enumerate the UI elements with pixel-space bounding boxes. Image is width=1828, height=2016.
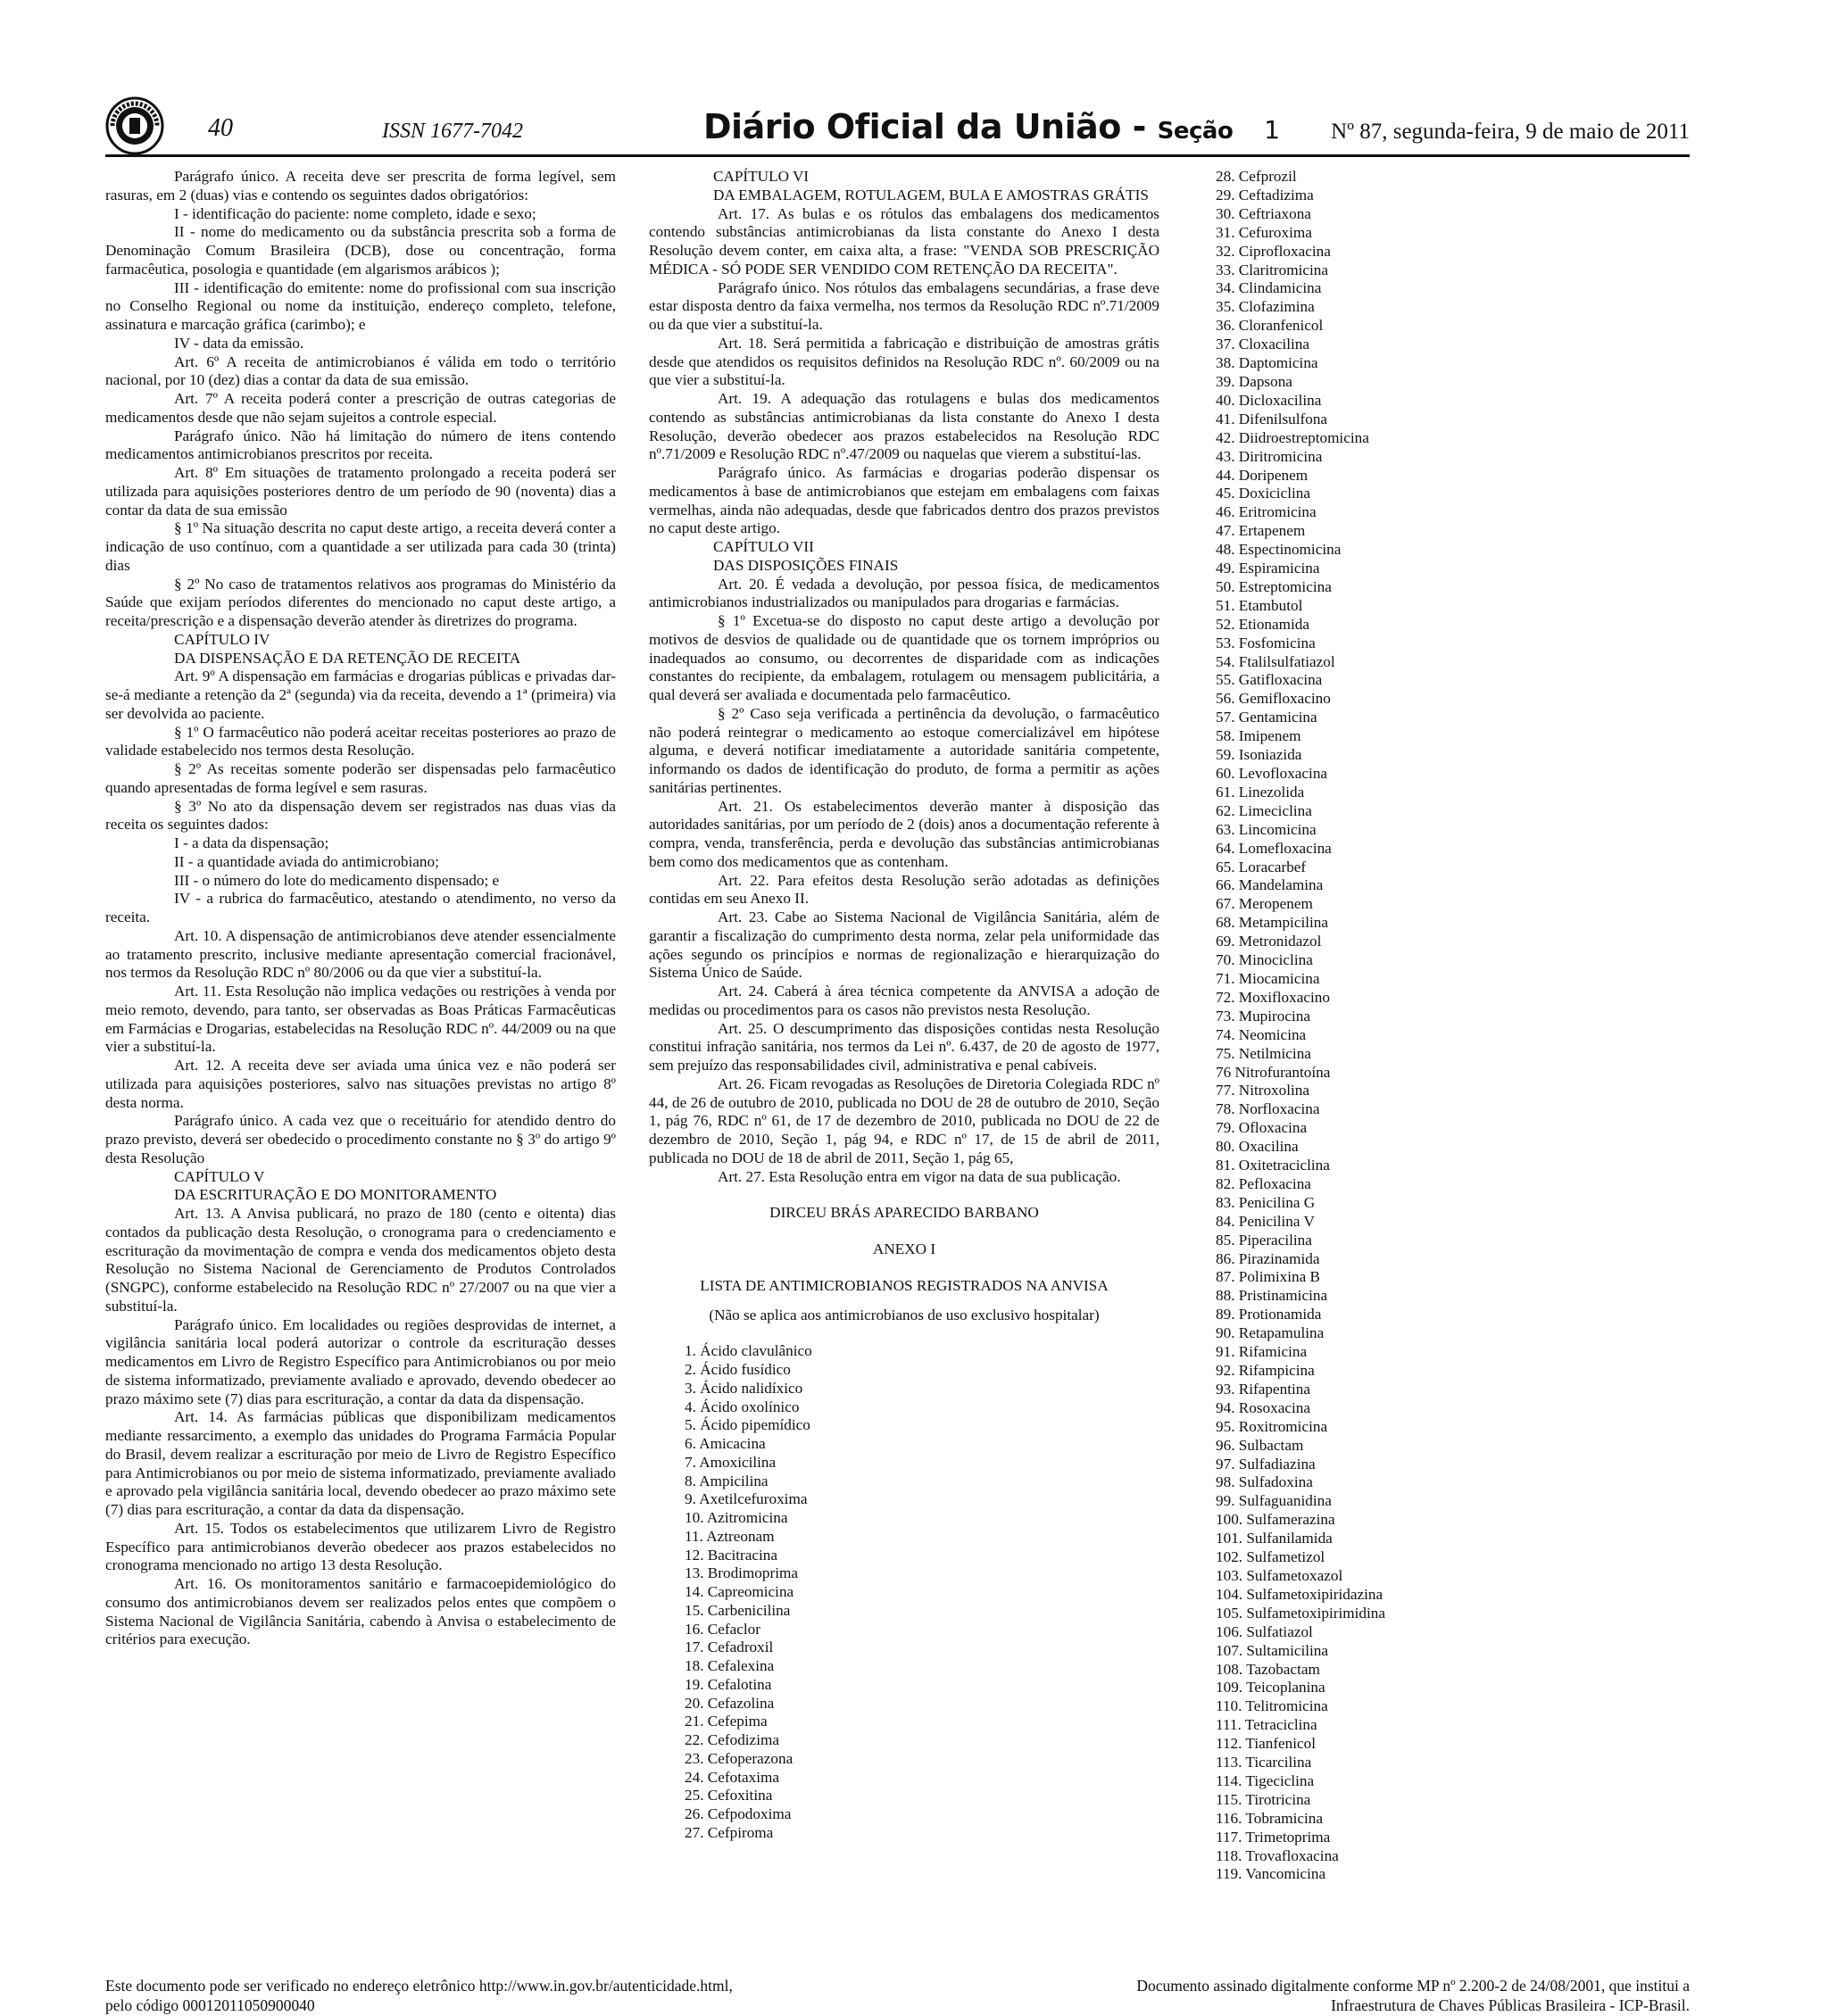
chapter-heading: CAPÍTULO IV [174,630,270,648]
signature-note-line1: Documento assinado digitalmente conforme MP nº 2.200-2 de 24/08/2001, que institui a [1136,1977,1690,1995]
column-middle [649,168,1159,1843]
list-item: 47. Ertapenem [1216,522,1306,540]
paragraph: Art. 9º A dispensação em farmácias e drogarias públicas e privadas dar-se-á mediante a retenção da 2ª (segunda) via da receita, devendo a 1ª (primeira) via ser devolvida ao paciente. [105,668,616,722]
paragraph: III - o número do lote do medicamento dispensado; e [174,871,500,889]
list-item: 101. Sulfanilamida [1216,1530,1333,1547]
paragraph: § 2º Caso seja verificada a pertinência da devolução, o farmacêutico não poderá reintegrar o medicamento ao estoque comercializável em hipótese alguma, e deverá notificar imediatamente a autoridade sanitária competente, informando os dados de identificação do produto, de forma a permitir as ações sanitárias pertinentes. [649,704,1159,796]
list-item: 28. Cefprozil [1216,168,1297,185]
list-item: 10. Azitromicina [685,1509,788,1526]
list-item: 45. Doxiciclina [1216,485,1310,502]
list-item: 80. Oxacilina [1216,1138,1299,1156]
column-left [105,168,616,1649]
paragraph: Art. 15. Todos os estabelecimentos que utilizarem Livro de Registro Específico para antimicrobianos deverão obedecer aos prazos estabelecidos no cronograma mencionado no artigo 13 desta Resolução. [105,1519,616,1574]
paragraph: Art. 24. Caberá à área técnica competente da ANVISA a adoção de medidas ou procedimentos para os casos não previstos nesta Resolução. [649,983,1159,1018]
paragraph: I - identificação do paciente: nome completo, idade e sexo; [174,204,536,222]
list-item: 22. Cefodizima [685,1731,779,1748]
chapter-heading: CAPÍTULO VI [713,168,810,185]
list-item: 104. Sulfametoxipiridazina [1216,1585,1383,1603]
paragraph: Art. 17. As bulas e os rótulos das embalagens dos medicamentos contendo substâncias antimicrobianas da lista constante do Anexo I desta Resolução devem conter, em caixa alta, a frase: "VENDA SOB PRESCRIÇÃO MÉDICA - SÓ PODE SER VENDIDO COM RETENÇÃO DA RECEITA". [649,204,1159,278]
list-item: 75. Netilmicina [1216,1044,1311,1062]
list-item: 55. Gatifloxacina [1216,671,1323,689]
paragraph: Parágrafo único. As farmácias e drogarias poderão dispensar os medicamentos à base de antimicrobianos que estejam em embalagens com faixas vermelhas, ainda não adequadas, desde que fabricados dentro dos prazos previstos no caput deste artigo. [649,464,1159,537]
list-item: 39. Dapsona [1216,372,1292,390]
list-item: 18. Cefalexina [685,1657,775,1674]
list-item: 67. Meropenem [1216,895,1313,913]
list-item: 53. Fosfomicina [1216,634,1316,651]
list-item: 19. Cefalotina [685,1675,772,1693]
chapter-heading: CAPÍTULO V [174,1167,265,1185]
list-item: 48. Espectinomicina [1216,541,1342,559]
list-item: 86. Pirazinamida [1216,1249,1320,1267]
antimicrobial-list-part1 [649,1342,1159,1842]
list-item: 94. Rosoxacina [1216,1398,1310,1416]
list-item: 90. Retapamulina [1216,1324,1325,1342]
list-item: 11. Aztreonam [685,1527,775,1545]
list-item: 44. Doripenem [1216,466,1309,484]
list-item: 7. Amoxicilina [685,1453,777,1471]
paragraph: I - a data da dispensação; [174,834,329,851]
section-number: 1 [1264,115,1280,145]
list-item: 119. Vancomicina [1216,1865,1326,1883]
paragraph: Art. 13. A Anvisa publicará, no prazo de 180 (cento e oitenta) dias contados da publicação desta Resolução, o cronograma para o credenciamento e escrituração da movimentação de compra e venda dos medicamentos objeto desta Resolução no Sistema Nacional de Gerenciamento de Produtos Controlados (SNGPC), conforme estabelecido na Resolução RDC nº 27/2007 ou na que vier a substituí-la. [105,1205,616,1315]
list-item: 97. Sulfadiazina [1216,1455,1316,1473]
list-item: 112. Tianfenicol [1216,1735,1317,1753]
paragraph: Art. 20. É vedada a devolução, por pessoa física, de medicamentos antimicrobianos industrializados ou manipulados para drogarias e farmácias. [649,575,1159,611]
paragraph: § 2º No caso de tratamentos relativos aos programas do Ministério da Saúde que exijam períodos diferentes do mencionado no caput deste artigo, a receita/prescrição e a dispensação deverão atender às diretrizes do programa. [105,575,616,629]
paragraph: § 1º Na situação descrita no caput deste artigo, a receita deverá conter a indicação de uso contínuo, com a quantidade a ser utilizada para cada 30 (trinta) dias [105,519,616,574]
paragraph: Art. 21. Os estabelecimentos deverão manter à disposição das autoridades sanitárias, por um período de 2 (dois) anos a documentação referente à compra, venda, transferência, perda e devolução das substâncias antimicrobianas bem como dos medicamentos que as contenham. [649,797,1159,870]
section-label: Seção [1157,118,1234,145]
list-item: 82. Pefloxacina [1216,1174,1311,1192]
list-item: 17. Cefadroxil [685,1639,774,1656]
list-item: 59. Isoniazida [1216,746,1302,764]
page-number: 40 [208,114,233,142]
footer-signature-note [1136,1976,1690,2015]
paragraph: Art. 22. Para efeitos desta Resolução serão adotadas as definições contidas em seu Anexo II. [649,871,1159,908]
list-item: 29. Ceftadizima [1216,186,1314,203]
list-item: 56. Gemifloxacino [1216,690,1331,708]
list-item: 26. Cefpodoxima [685,1805,792,1822]
paragraph: Art. 6º A receita de antimicrobianos é válida em todo o território nacional, por 10 (dez) dias a contar da data de sua emissão. [105,353,616,389]
list-item: 84. Penicilina V [1216,1212,1315,1230]
list-item: 66. Mandelamina [1216,876,1324,894]
paragraph: IV - a rubrica do farmacêutico, atestando o atendimento, no verso da receita. [105,890,616,925]
list-item: 27. Cefpiroma [685,1823,774,1841]
list-item: 38. Daptomicina [1216,354,1318,372]
paragraph: Art. 10. A dispensação de antimicrobianos deve atender essencialmente ao tratamento prescrito, inclusive mediante apresentação comercial fracionável, nos termos da Resolução RDC nº 80/2006 ou da que vier a substituí-la. [105,926,616,982]
list-item: 70. Minociclina [1216,951,1313,969]
list-item: 5. Ácido pipemídico [685,1416,810,1434]
list-item: 64. Lomefloxacina [1216,839,1332,857]
list-item: 107. Sultamicilina [1216,1641,1329,1659]
list-item: 46. Eritromicina [1216,503,1317,521]
paragraph: III - identificação do emitente: nome do profissional com sua inscrição no Conselho Regional ou nome da instituição, endereço completo, telefone, assinatura e marcação gráfica (carimbo); e [105,278,616,333]
list-item: 85. Piperacilina [1216,1231,1312,1249]
list-item: 4. Ácido oxolínico [685,1398,800,1415]
paragraph: Art. 11. Esta Resolução não implica vedações ou restrições à venda por meio remoto, devendo, para tanto, ser observadas as Boas Práticas Farmacêuticas em Farmácias e Drogarias, estabelecidas na Resolução RDC nº. 44/2009 ou na que vier a substituí-la. [105,983,616,1056]
list-item: 60. Levofloxacina [1216,765,1328,782]
list-item: 117. Trimetoprima [1216,1828,1331,1846]
list-item: 91. Rifamicina [1216,1343,1308,1361]
list-item: 57. Gentamicina [1216,709,1317,726]
list-item: 15. Carbenicilina [685,1601,791,1619]
list-item: 73. Mupirocina [1216,1007,1310,1025]
list-item: 25. Cefoxitina [685,1787,773,1804]
list-item: 51. Etambutol [1216,596,1303,614]
list-item: 62. Limeciclina [1216,801,1312,819]
list-item: 88. Pristinamicina [1216,1287,1328,1305]
list-item: 89. Protionamida [1216,1306,1322,1323]
list-item: 21. Cefepima [685,1713,768,1730]
list-item: 93. Rifapentina [1216,1380,1310,1398]
paragraph: Art. 16. Os monitoramentos sanitário e farmacoepidemiológico do consumo dos antimicrobianos devem ser realizados pelos entes que compõem o Sistema Nacional de Vigilância Sanitária, cabendo à Anvisa o estabelecimento de critérios para execução. [105,1575,616,1648]
list-item: 63. Lincomicina [1216,820,1317,838]
chapter-title: DA DISPENSAÇÃO E DA RETENÇÃO DE RECEITA [174,649,521,667]
paragraph: Parágrafo único. Não há limitação do número de itens contendo medicamentos antimicrobianos prescritos por receita. [105,427,616,463]
paragraph: Art. 7º A receita poderá conter a prescrição de outras categorias de medicamentos desde que não sejam sujeitos a controle especial. [105,390,616,426]
signatory-name: DIRCEU BRÁS APARECIDO BARBANO [769,1204,1039,1222]
list-item: 95. Roxitromicina [1216,1417,1328,1435]
list-item: 12. Bacitracina [685,1546,778,1564]
page-header [105,96,1690,155]
paragraph: Art. 19. A adequação das rotulagens e bulas dos medicamentos contendo as substâncias antimicrobianas da lista constante do Anexo I desta Resolução, deverão obedecer aos prazos estabelecidos na Resolução RDC nº.71/2009 e Resolução RDC nº.47/2009 ou naquelas que vierem a substituí-las. [649,390,1159,463]
list-item: 87. Polimixina B [1216,1268,1320,1286]
header-rule [105,154,1690,157]
list-item: 36. Cloranfenicol [1216,317,1324,335]
paragraph: II - nome do medicamento ou da substância prescrita sob a forma de Denominação Comum Brasileira (DCB), dose ou concentração, forma farmacêutica, posologia e quantidade (em algarismos arábicos ); [105,223,616,278]
list-item: 43. Diritromicina [1216,447,1323,465]
list-item: 111. Tetraciclina [1216,1716,1317,1734]
list-item: 50. Estreptomicina [1216,577,1332,595]
list-item: 13. Brodimoprima [685,1564,798,1582]
list-item: 65. Loracarbef [1216,858,1307,875]
list-item: 118. Trovafloxacina [1216,1846,1339,1864]
list-item: 2. Ácido fusídico [685,1361,791,1378]
list-item: 69. Metronidazol [1216,933,1322,950]
list-item: 20. Cefazolina [685,1694,775,1712]
list-item: 37. Cloxacilina [1216,336,1310,353]
list-item: 52. Etionamida [1216,615,1310,633]
list-item: 14. Capreomicina [685,1583,794,1600]
list-item: 30. Ceftriaxona [1216,204,1311,222]
paragraph: § 1º Excetua-se do disposto no caput deste artigo a devolução por motivos de desvios de qualidade ou de quantidade que os tornem impróprios ou inadequados ao consumo, ou decorrentes de disparidade com as indicações constantes do recipiente, da embalagem, rotulagem ou mensagem publicitária, a qual deverá ser avaliada e documentada pelo farmacêutico. [649,612,1159,703]
chapter-title: DA ESCRITURAÇÃO E DO MONITORAMENTO [174,1186,497,1204]
annex-title: ANEXO I [872,1240,936,1257]
list-item: 41. Difenilsulfona [1216,410,1328,427]
list-item: 42. Diidroestreptomicina [1216,428,1369,446]
list-item: 33. Claritromicina [1216,261,1329,278]
list-item: 58. Imipenem [1216,727,1301,745]
paragraph: Parágrafo único. Em localidades ou regiões desprovidas de internet, a vigilância sanitária local poderá autorizar o controle da escrituração desses medicamentos em Livro de Registro Específico para Antimicrobianos ou por meio de sistema informatizado, previamente avaliado e aprovado, devendo obedecer ao prazo máximo sete (7) dias para escrituração, a contar da data da dispensação. [105,1315,616,1407]
list-item: 76 Nitrofurantoína [1216,1063,1331,1081]
footer-verification [105,1976,733,2015]
list-item: 23. Cefoperazona [685,1749,794,1767]
list-item: 79. Ofloxacina [1216,1119,1308,1137]
chapter-title: DA EMBALAGEM, ROTULAGEM, BULA E AMOSTRAS GRÁTIS [713,186,1149,203]
paragraph: Art. 26. Ficam revogadas as Resoluções de Diretoria Colegiada RDC nº 44, de 26 de outubro de 2010, publicada no DOU de 28 de outubro de 2010, Seção 1, pág 76, RDC nº 61, de 17 de dezembro de 2010, publicada no DOU de 22 de dezembro de 2010, Seção 1, pág 94, e RDC nº 17, de 15 de abril de 2011, publicada no DOU de 18 de abril de 2011, Seção 1, pág 65, [649,1074,1159,1166]
paragraph: § 1º O farmacêutico não poderá aceitar receitas posteriores ao prazo de validade estabelecido nos termos desta Resolução. [105,723,616,759]
list-item: 77. Nitroxolina [1216,1082,1310,1099]
list-item: 103. Sulfametoxazol [1216,1566,1343,1584]
list-item: 32. Ciprofloxacina [1216,242,1331,260]
list-item: 96. Sulbactam [1216,1436,1304,1454]
list-item: 114. Tigeciclina [1216,1771,1315,1789]
list-item: 24. Cefotaxima [685,1768,779,1786]
paragraph: Art. 12. A receita deve ser aviada uma única vez e não poderá ser utilizada para aquisições posteriores, salvo nas situações previstas no artigo 8º desta norma. [105,1057,616,1111]
paragraph: IV - data da emissão. [174,334,304,352]
list-item: 1. Ácido clavulânico [685,1342,812,1360]
list-item: 8. Ampicilina [685,1472,769,1489]
list-item: 109. Teicoplanina [1216,1679,1325,1697]
chapter-heading: CAPÍTULO VII [713,538,814,555]
annex-list-title: LISTA DE ANTIMICROBIANOS REGISTRADOS NA ANVISA [700,1276,1109,1294]
list-item: 72. Moxifloxacino [1216,988,1330,1006]
journal-name: Diário Oficial da União [703,107,1121,146]
paragraph: Art. 23. Cabe ao Sistema Nacional de Vigilância Sanitária, além de garantir a fiscalização do cumprimento desta norma, zelar pela uniformidade das ações segundo os princípios e normas de regionalização e hierarquização do Sistema Único de Saúde. [649,908,1159,982]
list-item: 34. Clindamicina [1216,279,1322,297]
paragraph: Art. 25. O descumprimento das disposições contidas nesta Resolução constitui infração sanitária, nos termos da Lei nº. 6.437, de 20 de agosto de 1977, sem prejuízo das responsabilidades civil, administrativa e penal cabíveis. [649,1019,1159,1074]
paragraph: Art. 18. Será permitida a fabricação e distribuição de amostras grátis desde que atendidos os requisitos definidos na Resolução RDC nº. 60/2009 ou na que vier a substituí-la. [649,334,1159,389]
list-item: 71. Miocamicina [1216,969,1320,987]
list-item: 3. Ácido nalidíxico [685,1379,803,1397]
paragraph: Art. 14. As farmácias públicas que disponibilizam medicamentos mediante ressarcimento, a exemplo das unidades do Programa Farmácia Popular do Brasil, devem realizar a escrituração por meio de Livro de Registro Específico para Antimicrobianos ou por meio de sistema informatizado, previamente avaliado e aprovado pela vigilância sanitária local, devendo obedecer ao prazo máximo sete (7) dias para escrituração, a contar da data da dispensação. [105,1408,616,1518]
list-item: 74. Neomicina [1216,1025,1307,1043]
list-item: 110. Telitromicina [1216,1697,1328,1715]
list-item: 106. Sulfatiazol [1216,1622,1313,1640]
list-item: 68. Metampicilina [1216,914,1329,932]
column-right [1216,168,1501,1884]
paragraph: Parágrafo único. Nos rótulos das embalagens secundárias, a frase deve estar disposta dentro da faixa vermelha, nos termos da Resolução RDC nº.71/2009 ou da que vier a substituí-la. [649,278,1159,333]
list-item: 54. Ftalilsulfatiazol [1216,652,1335,670]
list-item: 92. Rifampicina [1216,1362,1315,1379]
list-item: 83. Penicilina G [1216,1193,1316,1211]
list-item: 40. Dicloxacilina [1216,391,1322,409]
list-item: 105. Sulfametoxipirimidina [1216,1604,1385,1622]
paragraph: § 2º As receitas somente poderão ser dispensadas pelo farmacêutico quando apresentadas de forma legível e sem rasuras. [105,760,616,796]
issn: ISSN 1677-7042 [382,120,523,143]
list-item: 116. Tobramicina [1216,1809,1324,1827]
edition-date: Nº 87, segunda-feira, 9 de maio de 2011 [1331,120,1690,144]
paragraph: Parágrafo único. A receita deve ser prescrita de forma legível, sem rasuras, em 2 (duas) vias e contendo os seguintes dados obrigatórios: [105,168,616,203]
list-item: 16. Cefaclor [685,1620,760,1638]
verification-url-text: Este documento pode ser verificado no endereço eletrônico http://www.in.gov.br/autenticidade.html, [105,1977,733,1995]
list-item: 35. Clofazimina [1216,298,1315,316]
list-item: 102. Sulfametizol [1216,1548,1325,1566]
list-item: 99. Sulfaguanidina [1216,1492,1332,1510]
signature-note-line2: Infraestrutura de Chaves Públicas Brasileira - ICP-Brasil. [1331,1996,1690,2014]
list-item: 78. Norfloxacina [1216,1100,1320,1118]
journal-title: Diário Oficial da União - Seção 1 [703,107,1280,146]
paragraph: Art. 8º Em situações de tratamento prolongado a receita poderá ser utilizada para aquisições posteriores dentro de um período de 90 (noventa) dias a contar da data de sua emissão [105,464,616,519]
list-item: 49. Espiramicina [1216,560,1320,577]
paragraph: II - a quantidade aviada do antimicrobiano; [174,852,439,870]
list-item: 108. Tazobactam [1216,1660,1320,1678]
paragraph: § 3º No ato da dispensação devem ser registrados nas duas vias da receita os seguintes dados: [105,797,616,834]
annex-note: (Não se aplica aos antimicrobianos de uso exclusivo hospitalar) [709,1306,1100,1323]
list-item: 9. Axetilcefuroxima [685,1490,808,1508]
list-item: 98. Sulfadoxina [1216,1473,1313,1491]
list-item: 6. Amicacina [685,1435,766,1452]
list-item: 31. Cefuroxima [1216,223,1312,241]
paragraph: Art. 27. Esta Resolução entra em vigor na data de sua publicação. [718,1167,1121,1185]
verification-code: pelo código 00012011050900040 [105,1996,315,2014]
paragraph: Parágrafo único. A cada vez que o receituário for atendido dentro do prazo previsto, deverá ser obedecido o procedimento constante no § 3º do artigo 9º desta Resolução [105,1112,616,1166]
list-item: 81. Oxitetraciclina [1216,1157,1330,1174]
list-item: 113. Ticarcilina [1216,1754,1312,1771]
list-item: 100. Sulfamerazina [1216,1511,1335,1529]
list-item: 115. Tirotricina [1216,1790,1311,1808]
imprensa-nacional-seal-icon [105,96,164,155]
chapter-title: DAS DISPOSIÇÕES FINAIS [713,556,899,574]
list-item: 61. Linezolida [1216,783,1305,801]
